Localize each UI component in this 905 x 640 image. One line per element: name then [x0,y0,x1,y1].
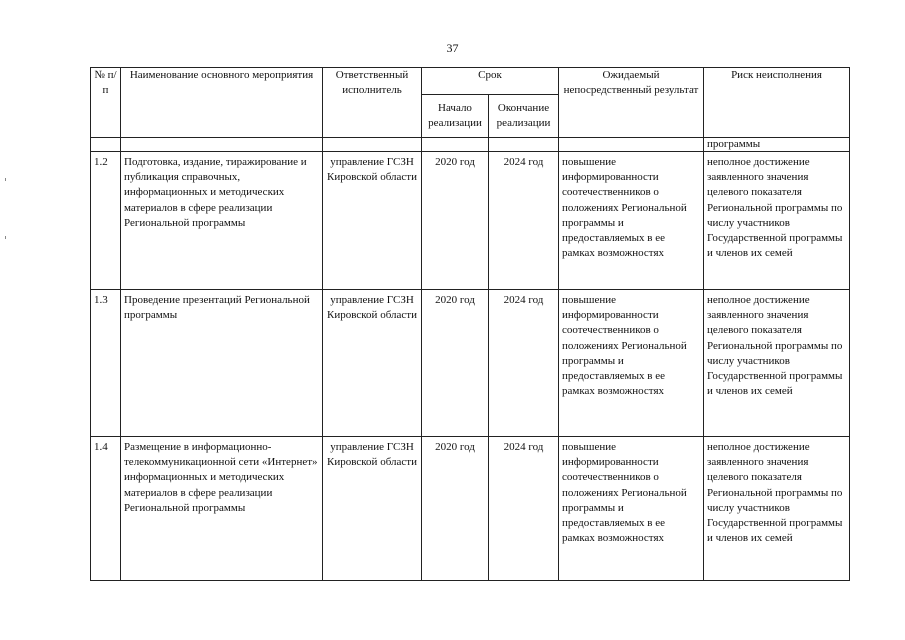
row-end: 2024 год [489,152,559,290]
continuation-risk: программы [704,138,850,152]
header-num: № п/ п [91,68,121,138]
page-number: 37 [446,41,459,55]
table-row [91,437,850,581]
row-start: 2020 год [422,152,489,290]
margin-mark [5,178,6,181]
header-executor: Ответственный исполнитель [323,68,422,138]
row-executor: управление ГСЗН Кировской области [323,437,422,581]
row-result: повышение информированности соотечественников о положениях Региональной программы и предоставляемых в ее рамках возможностях [559,290,704,437]
header-name: Наименование основного мероприятия [121,68,323,138]
row-executor: управление ГСЗН Кировской области [323,152,422,290]
continuation-row [91,138,850,152]
row-risk: неполное достижение заявленного значения целевого показателя Региональной программы по числу участников Государственной программы и членов их семей [704,437,850,581]
header-risk: Риск неисполнения [704,68,850,138]
header-term-start: Начало реализации [422,95,489,138]
row-end: 2024 год [489,290,559,437]
row-name: Проведение презентаций Региональной программы [121,290,323,437]
row-start: 2020 год [422,437,489,581]
row-name: Размещение в информационно-телекоммуникационной сети «Интернет» информационных и методических материалов в сфере реализации Региональной программы [121,437,323,581]
table-row [91,290,850,437]
measures-table [90,67,850,581]
header-term-end: Окончание реализации [489,95,559,138]
header-result: Ожидаемый непосредственный результат [559,68,704,138]
header-term: Срок [422,68,559,95]
table-row [91,152,850,290]
row-result: повышение информированности соотечественников о положениях Региональной программы и предоставляемых в ее рамках возможностях [559,437,704,581]
row-name: Подготовка, издание, тиражирование и публикация справочных, информационных и методических материалов в сфере реализации Региональной программы [121,152,323,290]
row-num: 1.4 [91,437,121,581]
row-risk: неполное достижение заявленного значения целевого показателя Региональной программы по числу участников Государственной программы и членов их семей [704,290,850,437]
row-end: 2024 год [489,437,559,581]
header-row [91,68,850,95]
row-start: 2020 год [422,290,489,437]
row-risk: неполное достижение заявленного значения целевого показателя Региональной программы по числу участников Государственной программы и членов их семей [704,152,850,290]
row-executor: управление ГСЗН Кировской области [323,290,422,437]
row-num: 1.3 [91,290,121,437]
row-num: 1.2 [91,152,121,290]
margin-mark [5,236,6,239]
row-result: повышение информированности соотечественников о положениях Региональной программы и предоставляемых в ее рамках возможностях [559,152,704,290]
